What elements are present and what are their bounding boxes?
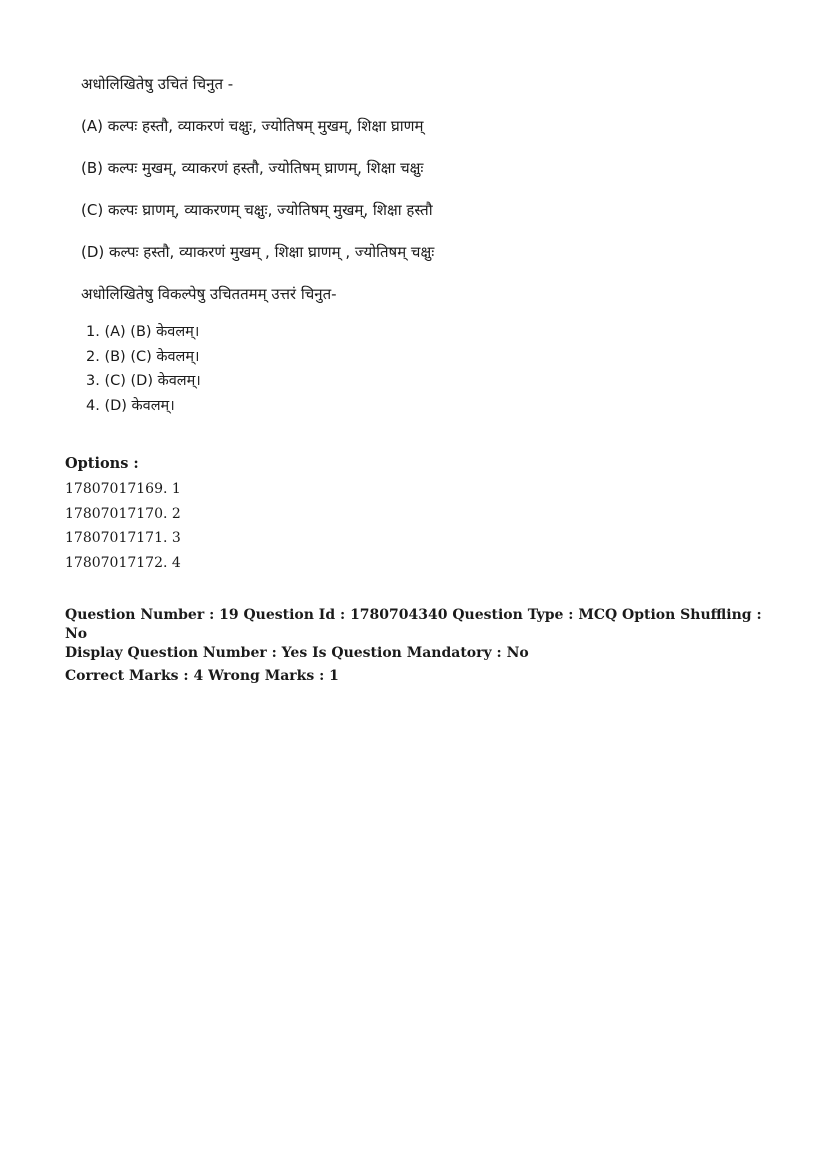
choice-item: 3. (C) (D) केवलम्। — [86, 373, 201, 389]
statement-d: (D) कल्पः हस्तौ, व्याकरणं मुखम् , शिक्षा घ्राणम् , ज्योतिषम् चक्षुः — [81, 243, 435, 261]
question-instruction: अधोलिखितेषु विकल्पेषु उचिततमम् उत्तरं चिनुत- — [81, 285, 337, 303]
statement-c: (C) कल्पः घ्राणम्, व्याकरणम् चक्षुः, ज्योतिषम् मुखम्, शिक्षा हस्तौ — [81, 201, 433, 219]
option-row: 17807017172. 4 — [65, 554, 181, 571]
choice-list — [81, 320, 781, 418]
question-body — [81, 72, 781, 418]
options-block — [65, 453, 785, 575]
question-prompt: अधोलिखितेषु उचितं चिनुत - — [81, 75, 234, 93]
choice-item: 4. (D) केवलम्। — [86, 397, 175, 414]
statement-a: (A) कल्पः हस्तौ, व्याकरणं चक्षुः, ज्योतिषम् मुखम्, शिक्षा घ्राणम् — [81, 117, 424, 135]
option-row: 17807017171. 3 — [65, 530, 181, 546]
meta-question-info: Question Number : 19 Question Id : 1780704340 Question Type : MCQ Option Shuffling : No — [65, 607, 762, 642]
choice-item: 1. (A) (B) केवलम्। — [86, 324, 200, 340]
statement-b: (B) कल्पः मुखम्, व्याकरणं हस्तौ, ज्योतिषम् घ्राणम्, शिक्षा चक्षुः — [81, 159, 424, 177]
question-meta — [65, 606, 765, 686]
meta-display-info: Display Question Number : Yes Is Question Mandatory : No — [65, 645, 529, 661]
meta-marks-info: Correct Marks : 4 Wrong Marks : 1 — [65, 668, 339, 684]
option-row: 17807017170. 2 — [65, 505, 181, 522]
choice-item: 2. (B) (C) केवलम्। — [86, 348, 200, 365]
option-row: 17807017169. 1 — [65, 481, 181, 497]
options-heading: Options : — [65, 455, 139, 472]
